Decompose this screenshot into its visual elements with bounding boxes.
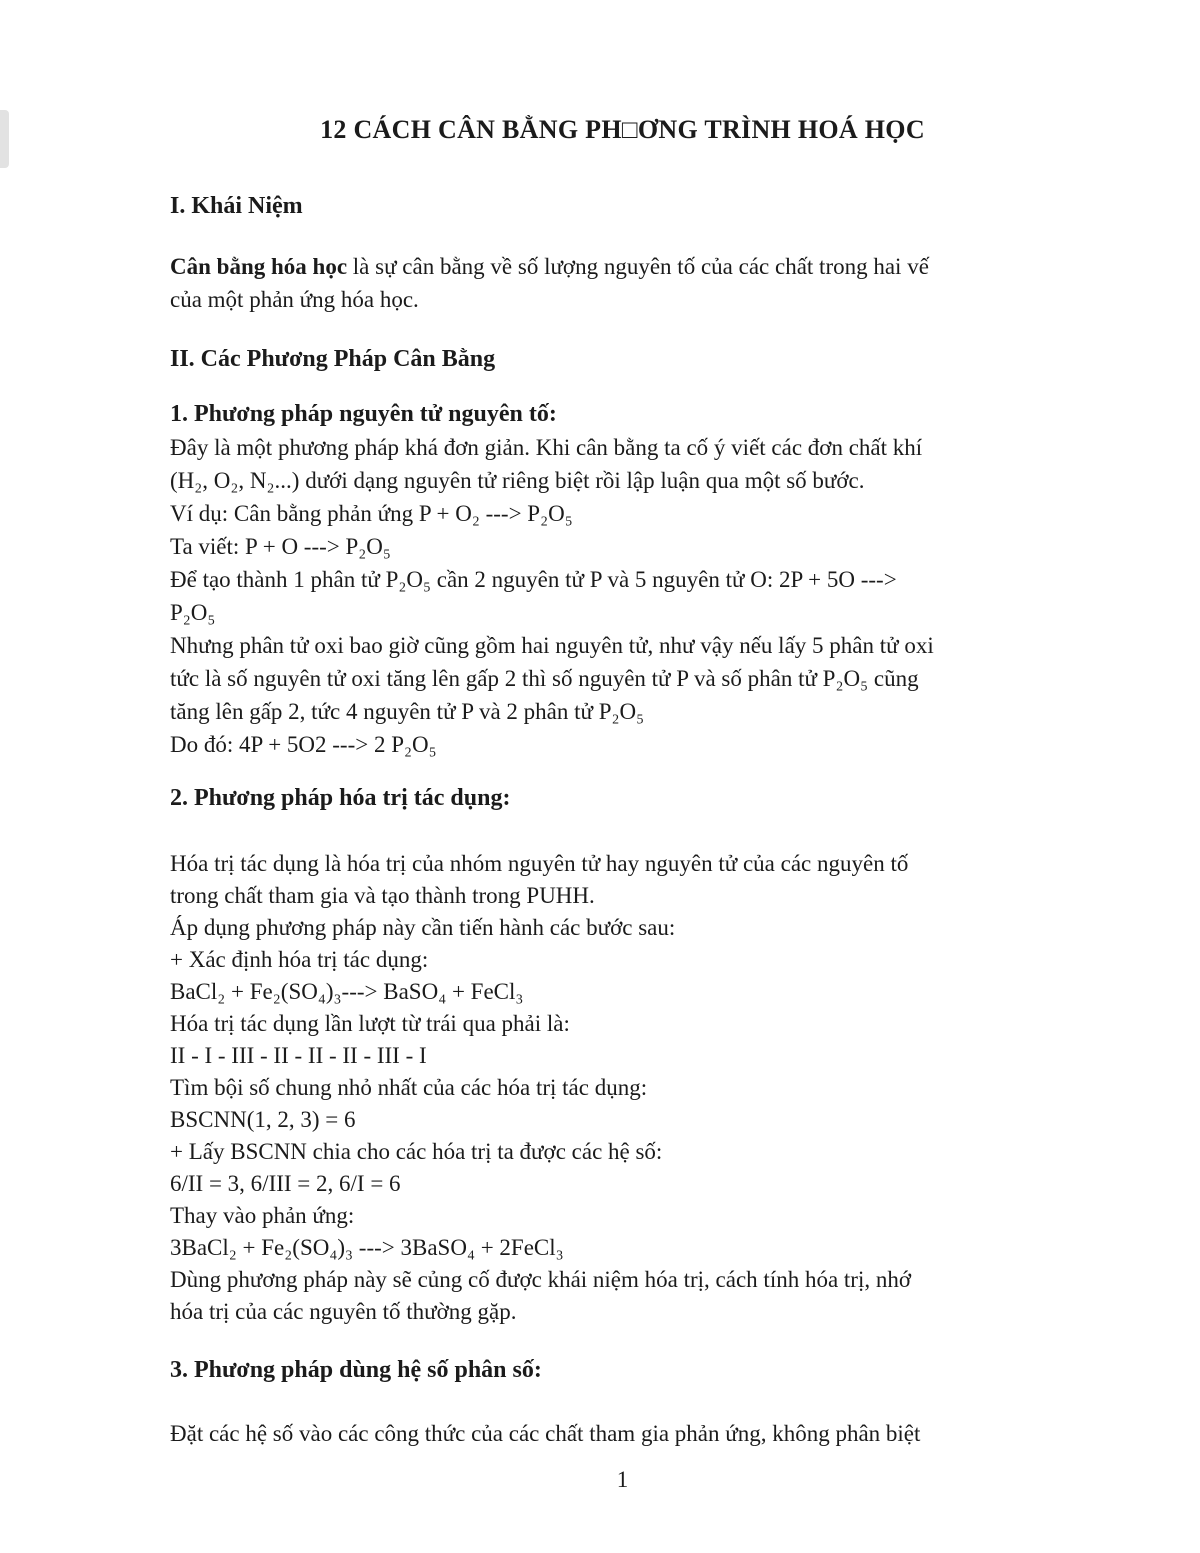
- bold-term: Cân bằng hóa học: [170, 254, 348, 279]
- text-line: Hóa trị tác dụng lần lượt từ trái qua phải là:: [170, 1011, 570, 1036]
- method-3-paragraph: [170, 1417, 1075, 1450]
- text-line: + Xác định hóa trị tác dụng:: [170, 947, 429, 972]
- heading-method-3: 3. Phương pháp dùng hệ số phân số:: [170, 1357, 542, 1383]
- text-line: [170, 250, 1075, 283]
- text-line: tức là số nguyên tử oxi tăng lên gấp 2 thì số nguyên tử P và số phân tử P₂O₅ cũng: [170, 666, 919, 691]
- text-line: 6/II = 3, 6/III = 2, 6/I = 6: [170, 1171, 401, 1196]
- text-line: Thay vào phản ứng:: [170, 1203, 355, 1228]
- text-line: Dùng phương pháp này sẽ củng cố được khái niệm hóa trị, cách tính hóa trị, nhớ: [170, 1267, 912, 1292]
- text-line: Để tạo thành 1 phân tử P₂O₅ cần 2 nguyên tử P và 5 nguyên tử O: 2P + 5O --->: [170, 567, 897, 592]
- document-title: 12 CÁCH CÂN BẰNG PH□ƠNG TRÌNH HOÁ HỌC: [320, 115, 925, 144]
- text-line: II - I - III - II - II - II - III - I: [170, 1043, 427, 1068]
- text-run: là sự cân bằng về số lượng nguyên tố của các chất trong hai vế: [347, 254, 929, 279]
- text-line: Ví dụ: Cân bằng phản ứng P + O₂ ---> P₂O₅: [170, 501, 573, 526]
- heading-method-2: 2. Phương pháp hóa trị tác dụng:: [170, 785, 511, 811]
- heading-khai-niem: I. Khái Niệm: [170, 193, 303, 219]
- heading-cac-phuong-phap: II. Các Phương Pháp Cân Bằng: [170, 346, 496, 372]
- text-line: của một phản ứng hóa học.: [170, 287, 419, 312]
- text-line: trong chất tham gia và tạo thành trong PUHH.: [170, 883, 595, 908]
- text-line: P₂O₅: [170, 600, 216, 625]
- text-line: Đây là một phương pháp khá đơn giản. Khi cân bằng ta cố ý viết các đơn chất khí: [170, 435, 923, 460]
- scan-artifact: [0, 110, 9, 168]
- definition-paragraph: [170, 250, 1075, 316]
- text-line: + Lấy BSCNN chia cho các hóa trị ta được các hệ số:: [170, 1139, 663, 1164]
- heading-method-1: 1. Phương pháp nguyên tử nguyên tố:: [170, 401, 557, 427]
- document-content: [170, 0, 1075, 1496]
- method-2-paragraph: [170, 848, 1075, 1328]
- text-line: Do đó: 4P + 5O2 ---> 2 P₂O₅: [170, 732, 437, 757]
- text-line: BaCl₂ + Fe₂(SO₄)₃---> BaSO₄ + FeCl₃: [170, 979, 524, 1004]
- text-line: hóa trị của các nguyên tố thường gặp.: [170, 1299, 517, 1324]
- text-line: BSCNN(1, 2, 3) = 6: [170, 1107, 356, 1132]
- text-line: Đặt các hệ số vào các công thức của các chất tham gia phản ứng, không phân biệt: [170, 1421, 921, 1446]
- page-number: 1: [616, 1467, 629, 1492]
- text-line: Ta viết: P + O ---> P₂O₅: [170, 534, 391, 559]
- text-line: 3BaCl₂ + Fe₂(SO₄)₃ ---> 3BaSO₄ + 2FeCl₃: [170, 1235, 564, 1260]
- text-line: tăng lên gấp 2, tức 4 nguyên tử P và 2 phân tử P₂O₅: [170, 699, 645, 724]
- text-line: Nhưng phân tử oxi bao giờ cũng gồm hai nguyên tử, như vậy nếu lấy 5 phân tử oxi: [170, 633, 934, 658]
- text-line: Hóa trị tác dụng là hóa trị của nhóm nguyên tử hay nguyên tử của các nguyên tố: [170, 851, 909, 876]
- method-1-paragraph: [170, 431, 1075, 761]
- text-line: (H₂, O₂, N₂...) dưới dạng nguyên tử riêng biệt rồi lập luận qua một số bước.: [170, 468, 865, 493]
- text-line: Tìm bội số chung nhỏ nhất của các hóa trị tác dụng:: [170, 1075, 648, 1100]
- text-line: Áp dụng phương pháp này cần tiến hành các bước sau:: [170, 915, 676, 940]
